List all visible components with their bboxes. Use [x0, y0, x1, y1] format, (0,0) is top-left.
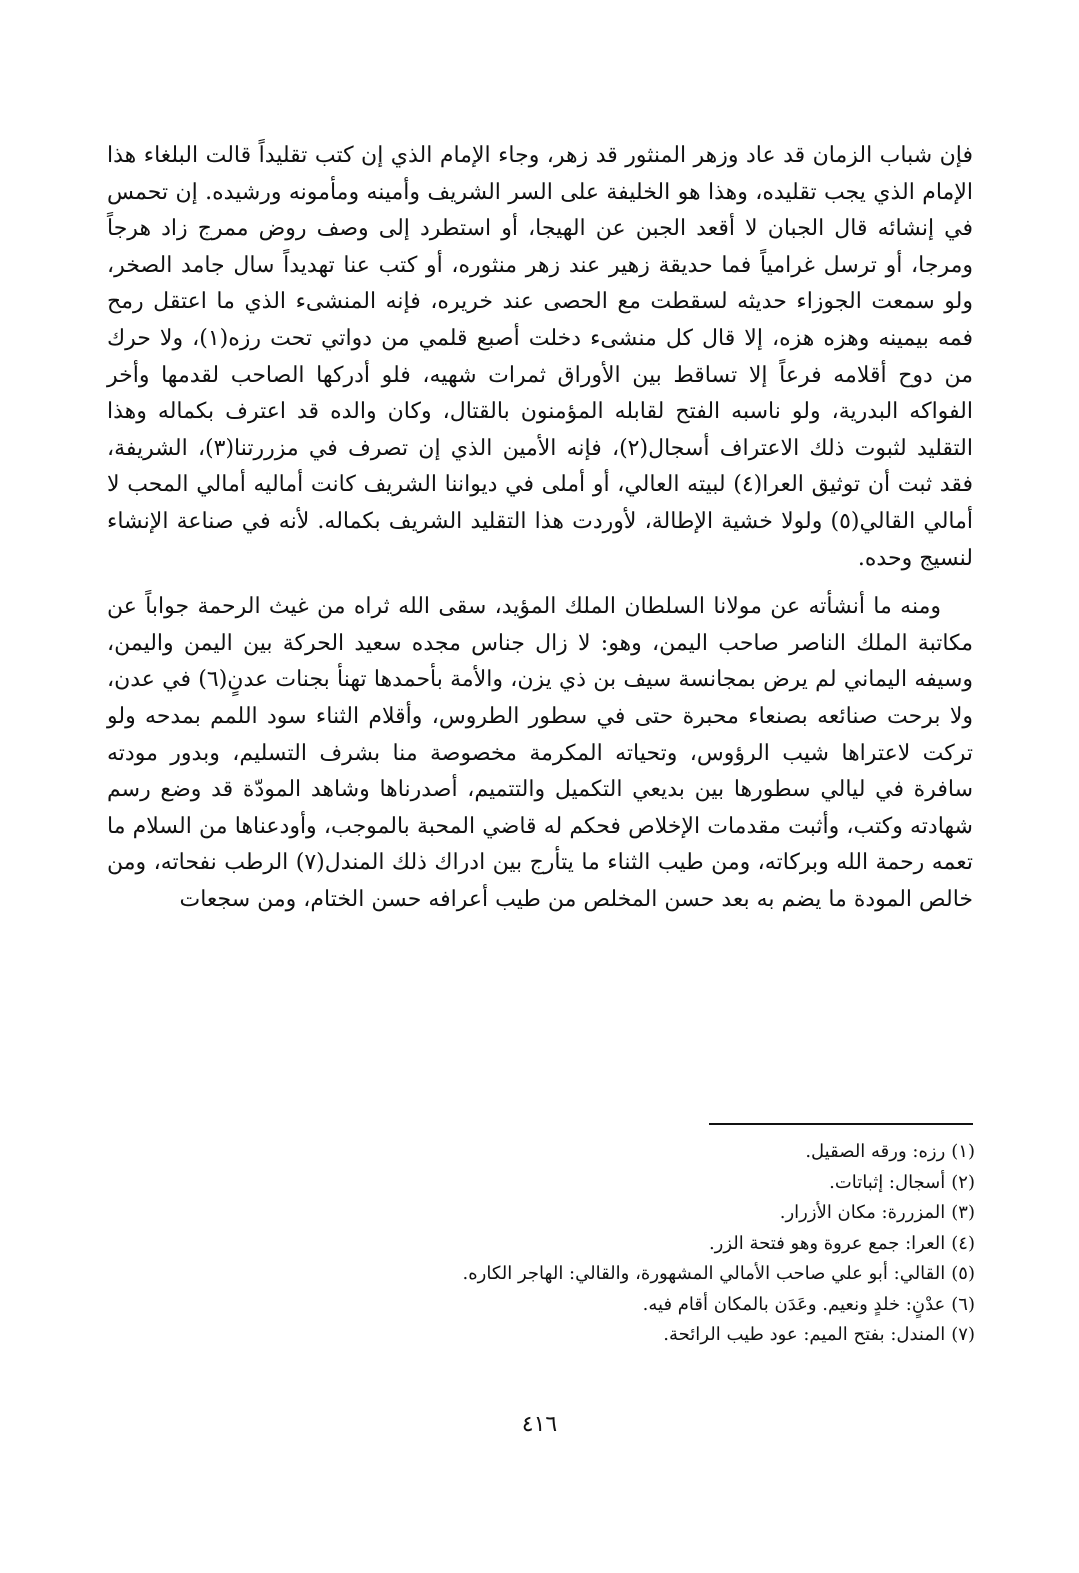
footnote-text: القالي: أبو علي صاحب الأمالي المشهورة، والقالي: الهاجر الكاره. — [462, 1263, 946, 1284]
footnote-item — [275, 1259, 975, 1290]
footnote-number: (٢) — [951, 1171, 975, 1193]
footnote-number: (٥) — [951, 1263, 975, 1284]
footnote-text: المزررة: مكان الأزرار. — [779, 1202, 946, 1223]
main-text — [107, 138, 973, 918]
footnote-text: رزه: ورقه الصقيل. — [805, 1141, 946, 1162]
footnote-number: (٦) — [951, 1293, 975, 1315]
page-number: ٤١٦ — [521, 1412, 558, 1437]
footnote-item — [275, 1198, 975, 1229]
footnote-item — [275, 1168, 975, 1199]
footnote-number: (٤) — [951, 1232, 975, 1254]
footnote-item — [275, 1229, 975, 1260]
footnote-divider — [709, 1123, 973, 1125]
footnote-text: المندل: بفتح الميم: عود طيب الرائحة. — [663, 1324, 946, 1345]
footnote-text: العرا: جمع عروة وهو فتحة الزر. — [708, 1232, 946, 1254]
footnote-item — [275, 1320, 975, 1351]
footnote-text: أسجال: إثباتات. — [829, 1171, 946, 1193]
footnote-number: (٣) — [951, 1202, 975, 1223]
footnotes-list — [275, 1137, 975, 1351]
paragraph: ومنه ما أنشأته عن مولانا السلطان الملك المؤيد، سقى الله ثراه من غيث الرحمة جواباً عن مكاتبة الملك الناصر صاحب اليمن، وهو: لا زال جناس مجده سعيد الحركة بين اليمن واليمن، وسيفه اليماني لم يرض بمجانسة سيف بن ذي يزن، والأمة بأحمدها تهنأ بجنات عدنٍ(٦) في عدن، ولا برحت صنائعه بصنعاء محبرة حتى في سطور الطروس، وأقلام الثناء سود اللمم بمدحه ولو تركت لاعتراها شيب الرؤوس، وتحياته المكرمة مخصوصة منا بشرف التسليم، وبدور مودته سافرة في ليالي سطورها بين بديعي التكميل والتتميم، أصدرناها وشاهد المودّة قد وضع رسم شهادته وكتب، وأثبت مقدمات الإخلاص فحكم له قاضي المحبة بالموجب، وأودعناها من السلام ما تعمه رحمة الله وبركاته، ومن طيب الثناء ما يتأرج بين ادراك ذلك المندل(٧) الرطب نفحاته، ومن خالص المودة ما يضم به بعد حسن المخلص من طيب أعرافه حسن الختام، ومن سجعات — [107, 594, 973, 912]
footnote-text: عدْنٍ: خلدٍ ونعيم. وعَدَن بالمكان أقام فيه. — [642, 1293, 946, 1315]
footnote-item — [275, 1137, 975, 1168]
footnote-number: (٧) — [951, 1324, 975, 1345]
footnote-item — [275, 1290, 975, 1321]
paragraph: فإن شباب الزمان قد عاد وزهر المنثور قد زهر، وجاء الإمام الذي إن كتب تقليداً قالت البلغاء هذا الإمام الذي يجب تقليده، وهذا هو الخليفة على السر الشريف وأمينه ومأمونه ورشيده. إن تحمس في إنشائه قال الجبان لا أقعد الجبن عن الهيجا، أو استطرد إلى وصف روض ممرج زاد هرجاً ومرجا، أو ترسل غرامياً فما حديقة زهير عند زهر منثوره، أو كتب عنا تهديداً سال جامد الصخر، ولو سمعت الجوزاء حديثه لسقطت مع الحصى عند خريره، فإنه المنشىء الذي ما اعتقل رمح فمه بيمينه وهزه هزه، إلا قال كل منشىء دخلت أصبع قلمي من دواتي تحت رزه(١)، ولا حرك من دوح أقلامه فرعاً إلا تساقط بين الأوراق ثمرات شهيه، فلو أدركها الصاحب لقدمها وأخر الفواكه البدرية، ولو ناسبه الفتح لقابله المؤمنون بالقتال، وكان والده قد اعترف بكماله وهذا التقليد لثبوت ذلك الاعتراف أسجال(٢)، فإنه الأمين الذي إن تصرف في مزررتنا(٣)، الشريفة، فقد ثبت أن توثيق العرا(٤) لبيته العالي، أو أملى في ديواننا الشريف كانت أماليه أمالي المحب لا أمالي القالي(٥) ولولا خشية الإطالة، لأوردت هذا التقليد الشريف بكماله. لأنه في صناعة الإنشاء لنسيج وحده. — [107, 143, 974, 571]
footnote-number: (١) — [951, 1141, 975, 1162]
